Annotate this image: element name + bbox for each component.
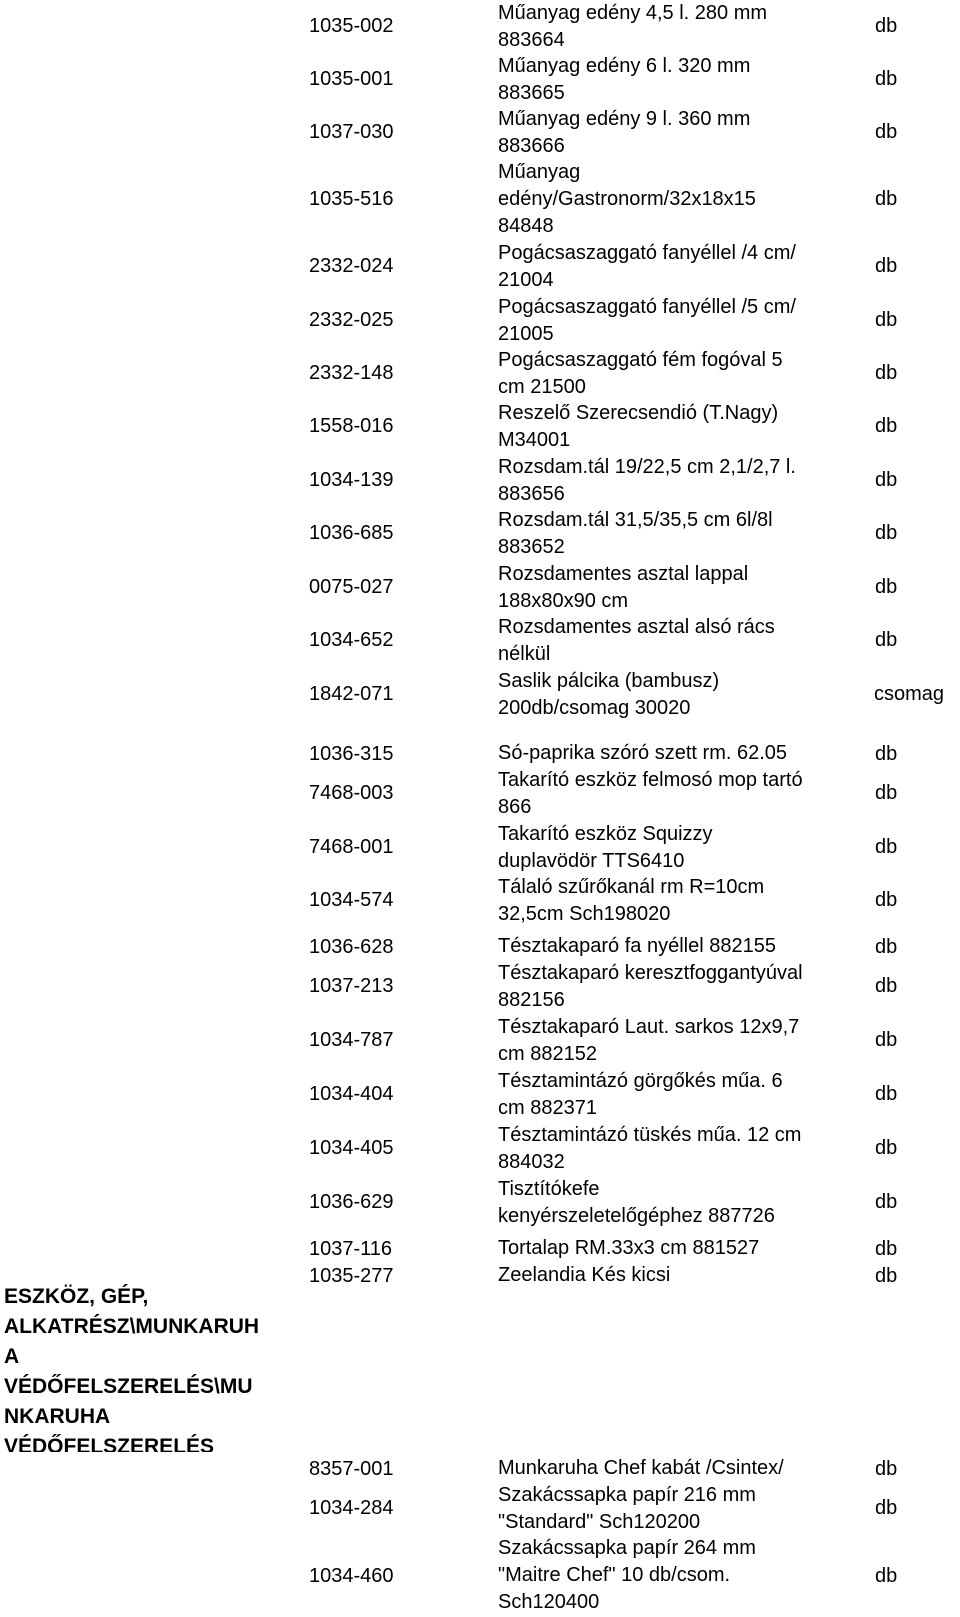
- item-description: [498, 1122, 873, 1176]
- item-unit: db: [875, 1029, 898, 1051]
- item-description-line: Reszelő Szerecsendió (T.Nagy): [498, 402, 779, 424]
- item-description-line: cm 21500: [498, 376, 586, 398]
- item-unit: db: [875, 975, 898, 997]
- item-description-line: 883666: [498, 135, 565, 157]
- item-description-line: Műanyag edény 6 l. 320 mm: [498, 55, 751, 77]
- item-code: 1037-213: [309, 975, 394, 997]
- item-unit: db: [875, 362, 898, 384]
- item-description-line: "Maitre Chef" 10 db/csom.: [498, 1564, 731, 1586]
- item-description-line: Pogácsaszaggató fém fogóval 5: [498, 349, 783, 371]
- item-description: [498, 294, 873, 348]
- item-description: [498, 347, 873, 401]
- item-description: [498, 1535, 873, 1616]
- item-code: 1036-685: [309, 522, 394, 544]
- category-line: ALKATRÉSZ\MUNKARUH: [4, 1315, 260, 1338]
- item-description: [498, 1176, 873, 1233]
- item-description-line: Rozsdam.tál 31,5/35,5 cm 6l/8l: [498, 509, 773, 531]
- item-description: [498, 1068, 873, 1122]
- item-description: [498, 1262, 873, 1284]
- item-description-line: Tisztítókefe: [498, 1178, 600, 1200]
- category-line: NKARUHA: [4, 1405, 111, 1428]
- item-description-line: Pogácsaszaggató fanyéllel /4 cm/: [498, 242, 796, 264]
- item-code: 2332-148: [309, 362, 394, 384]
- item-description: [498, 614, 873, 668]
- item-code: 1034-574: [309, 889, 394, 911]
- item-code: 1034-652: [309, 629, 394, 651]
- item-unit: db: [875, 15, 898, 37]
- item-unit: db: [875, 188, 898, 210]
- item-description: [498, 821, 873, 875]
- item-description: [498, 53, 873, 107]
- item-code: 1558-016: [309, 415, 394, 437]
- item-description: [498, 1235, 873, 1262]
- item-description-line: Tésztakaparó fa nyéllel 882155: [498, 935, 776, 957]
- item-description: [498, 1014, 873, 1068]
- item-description-line: Tálaló szűrőkanál rm R=10cm: [498, 876, 765, 898]
- item-description-line: Zeelandia Kés kicsi: [498, 1264, 671, 1284]
- item-description-line: Tésztakaparó Laut. sarkos 12x9,7: [498, 1016, 800, 1038]
- item-description: [498, 159, 873, 240]
- item-description: [498, 933, 873, 960]
- item-unit: csomag: [874, 683, 945, 705]
- category-line: ESZKÖZ, GÉP,: [4, 1285, 149, 1308]
- item-unit: db: [875, 1191, 898, 1213]
- item-code: 1036-628: [309, 936, 394, 958]
- item-unit: db: [875, 782, 898, 804]
- item-description-line: edény/Gastronorm/32x18x15: [498, 188, 756, 210]
- item-description-line: Só-paprika szóró szett rm. 62.05: [498, 742, 788, 764]
- item-description-line: 84848: [498, 215, 554, 237]
- item-code: 1034-405: [309, 1137, 394, 1159]
- item-description-line: Szakácssapka papír 264 mm: [498, 1537, 756, 1559]
- item-description-line: cm 882371: [498, 1097, 597, 1119]
- item-unit: db: [875, 836, 898, 858]
- item-description-line: nélkül: [498, 643, 551, 665]
- item-description-line: Takarító eszköz felmosó mop tartó: [498, 769, 803, 791]
- item-description: [498, 0, 873, 54]
- item-unit: db: [875, 1083, 898, 1105]
- item-code: 0075-027: [309, 576, 394, 598]
- item-code: 1034-460: [309, 1565, 394, 1587]
- item-description-line: 883665: [498, 82, 565, 104]
- item-code: 1037-116: [309, 1238, 393, 1260]
- item-unit: db: [875, 743, 898, 765]
- item-code: 1036-629: [309, 1191, 394, 1213]
- item-description: [498, 106, 873, 160]
- item-description-line: Műanyag: [498, 161, 581, 183]
- item-code: 1034-787: [309, 1029, 394, 1051]
- item-description-line: Rozsdamentes asztal alsó rács: [498, 616, 775, 638]
- item-description: [498, 507, 873, 561]
- item-unit: db: [875, 68, 898, 90]
- item-code: 1034-139: [309, 469, 394, 491]
- category-line: VÉDŐFELSZERELÉS: [4, 1435, 215, 1452]
- category-line: VÉDŐFELSZERELÉS\MU: [4, 1375, 253, 1398]
- item-description-line: 32,5cm Sch198020: [498, 903, 671, 925]
- item-description-line: "Standard" Sch120200: [498, 1511, 701, 1533]
- item-description-line: 21005: [498, 323, 554, 345]
- item-unit: db: [875, 889, 898, 911]
- item-code: 1034-284: [309, 1497, 394, 1519]
- item-code: 1035-002: [309, 15, 394, 37]
- category-label: [4, 1282, 294, 1452]
- item-description-line: cm 882152: [498, 1043, 597, 1065]
- item-unit: db: [875, 936, 898, 958]
- item-description: [498, 740, 873, 767]
- item-code: 1035-277: [309, 1265, 394, 1287]
- item-code: 1037-030: [309, 121, 394, 143]
- item-code: 7468-003: [309, 782, 394, 804]
- item-description-line: Tésztakaparó keresztfoggantyúval: [498, 962, 803, 984]
- item-unit: db: [875, 1497, 898, 1519]
- item-description-line: Szakácssapka papír 216 mm: [498, 1484, 756, 1506]
- category-line: A: [4, 1345, 20, 1368]
- item-unit: db: [875, 121, 898, 143]
- item-unit: db: [875, 1458, 898, 1480]
- item-unit: db: [875, 469, 898, 491]
- item-unit: db: [875, 629, 898, 651]
- item-description: [498, 874, 873, 928]
- item-description-line: Tésztamintázó görgőkés műa. 6: [498, 1070, 783, 1092]
- item-description-line: Műanyag edény 9 l. 360 mm: [498, 108, 751, 130]
- item-unit: db: [875, 1565, 898, 1587]
- item-description-line: Pogácsaszaggató fanyéllel /5 cm/: [498, 296, 796, 318]
- item-description-line: 884032: [498, 1151, 565, 1173]
- item-unit: db: [875, 522, 898, 544]
- item-description-line: Takarító eszköz Squizzy: [498, 823, 713, 845]
- item-description: [498, 668, 873, 722]
- item-unit: db: [875, 1265, 898, 1287]
- item-description-line: 883664: [498, 29, 565, 51]
- item-description: [498, 240, 873, 294]
- item-code: 1035-001: [309, 68, 394, 90]
- item-unit: db: [875, 576, 898, 598]
- item-description: [498, 960, 873, 1014]
- item-description: [498, 561, 873, 615]
- item-description-line: Tésztamintázó tüskés műa. 12 cm: [498, 1124, 802, 1146]
- item-unit: db: [875, 415, 898, 437]
- item-code: 8357-001: [309, 1458, 394, 1480]
- item-code: 7468-001: [309, 836, 394, 858]
- item-unit: db: [875, 255, 898, 277]
- item-description-line: 188x80x90 cm: [498, 590, 629, 612]
- item-description-line: Műanyag edény 4,5 l. 280 mm: [498, 2, 768, 24]
- item-description: [498, 454, 873, 508]
- item-description-line: M34001: [498, 429, 571, 451]
- item-description-line: Saslik pálcika (bambusz): [498, 670, 720, 692]
- item-code: 2332-024: [309, 255, 394, 277]
- item-description-line: 883656: [498, 483, 565, 505]
- item-description-line: Sch120400: [498, 1591, 600, 1613]
- item-description-line: Munkaruha Chef kabát /Csintex/: [498, 1457, 784, 1479]
- item-code: 2332-025: [309, 309, 394, 331]
- item-description-line: kenyérszeletelőgéphez 887726: [498, 1205, 775, 1227]
- item-unit: db: [875, 1238, 898, 1260]
- item-code: 1034-404: [309, 1083, 394, 1105]
- item-unit: db: [875, 1137, 898, 1159]
- item-description-line: duplavödör TTS6410: [498, 850, 685, 872]
- item-code: 1035-516: [309, 188, 394, 210]
- item-description-line: 866: [498, 796, 532, 818]
- item-description-line: 21004: [498, 269, 554, 291]
- item-description-line: Rozsdam.tál 19/22,5 cm 2,1/2,7 l.: [498, 456, 796, 478]
- item-description-line: 200db/csomag 30020: [498, 697, 691, 719]
- item-description: [498, 767, 873, 821]
- item-description-line: 882156: [498, 989, 565, 1011]
- item-code: 1842-071: [309, 683, 394, 705]
- item-description-line: Rozsdamentes asztal lappal: [498, 563, 749, 585]
- item-unit: db: [875, 309, 898, 331]
- item-description: [498, 1482, 873, 1536]
- item-description-line: 883652: [498, 536, 565, 558]
- item-description: [498, 1455, 873, 1482]
- item-code: 1036-315: [309, 743, 394, 765]
- item-description-line: Tortalap RM.33x3 cm 881527: [498, 1237, 760, 1259]
- item-description: [498, 400, 873, 454]
